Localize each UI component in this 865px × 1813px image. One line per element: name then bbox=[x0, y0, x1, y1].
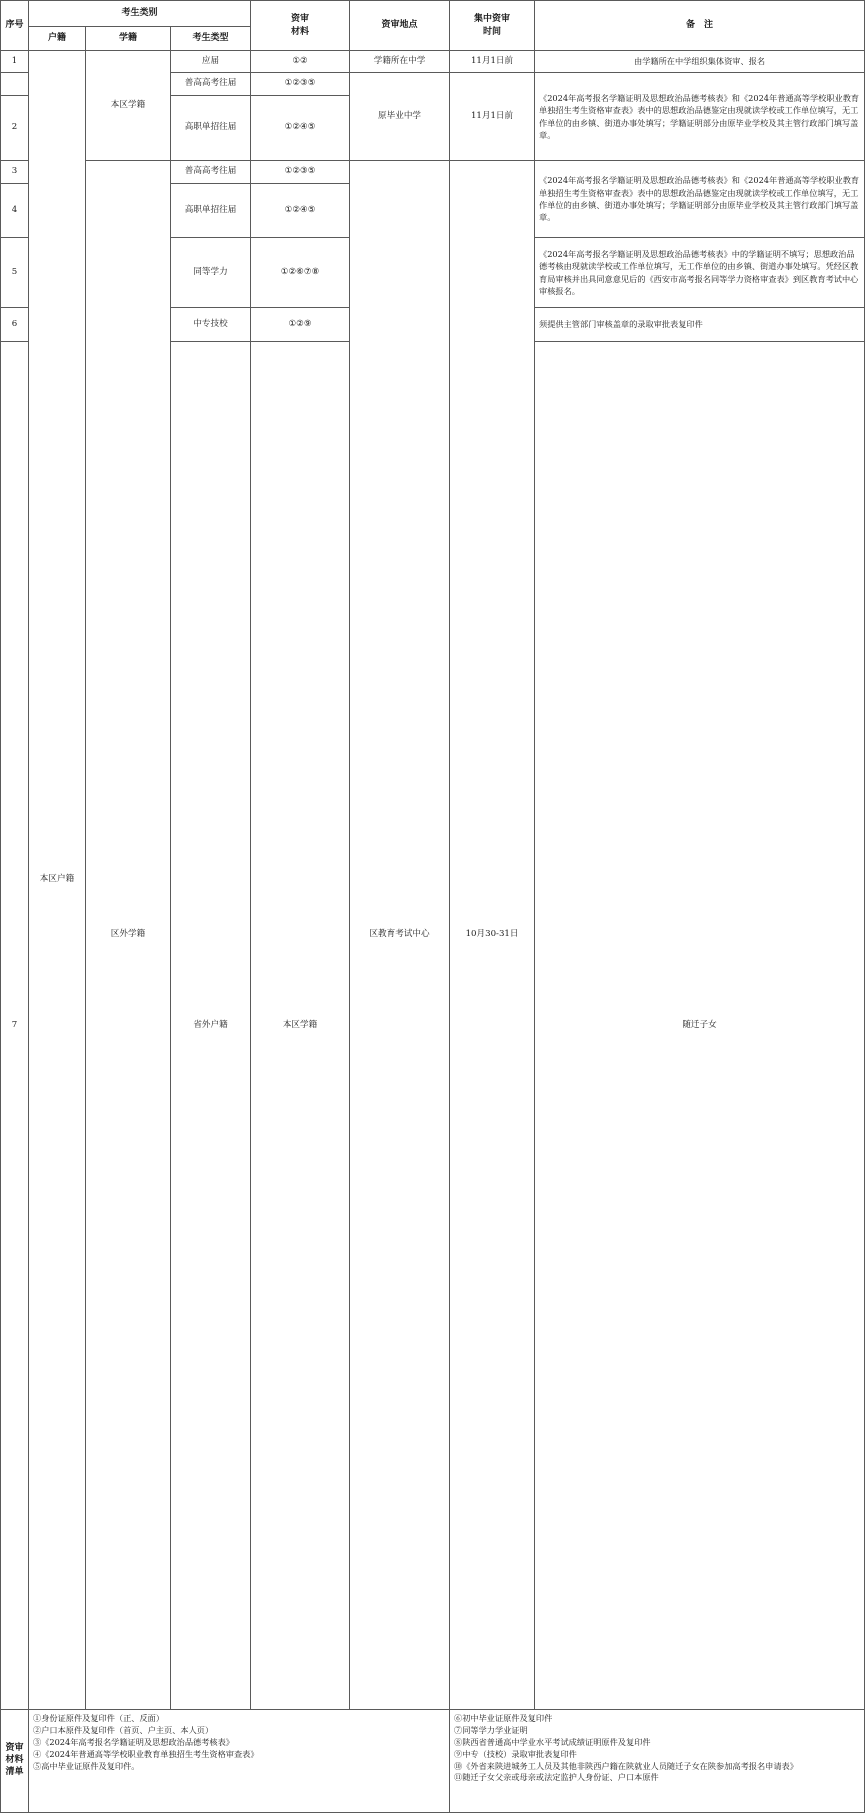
header-materials: 资审 材料 bbox=[251, 1, 350, 51]
materials-cell: ①②③⑤ bbox=[251, 73, 350, 96]
hukou-cell: 本区户籍 bbox=[29, 51, 86, 1710]
materials-cell: ①②③⑤ bbox=[251, 161, 350, 184]
note-cell: 须提供主管部门审核盖章的录取审批表复印件 bbox=[535, 308, 865, 342]
type-cell: 应届 bbox=[171, 51, 251, 73]
type-cell: 高职单招往届 bbox=[171, 184, 251, 238]
header-category: 考生类别 bbox=[29, 1, 251, 27]
xueji-cell: 区外学籍 bbox=[86, 161, 171, 1710]
material-item: ③《2024年高考报名学籍证明及思想政治品德考核表》 bbox=[33, 1736, 234, 1747]
material-item: ⑪随迁子女父亲或母亲或法定监护人身份证、户口本原件 bbox=[454, 1772, 659, 1783]
row-seq: 4 bbox=[1, 184, 29, 238]
header-xueji: 学籍 bbox=[86, 27, 171, 51]
material-item: ④《2024年普通高等学校职业教育单独招生考生资格审查表》 bbox=[33, 1748, 259, 1759]
material-item: ⑧陕西省普通高中学业水平考试成绩证明原件及复印件 bbox=[454, 1736, 651, 1747]
row-seq: 3 bbox=[1, 161, 29, 184]
header-seq: 序号 bbox=[1, 1, 29, 51]
location-cell: 区教育考试中心 bbox=[350, 161, 450, 1710]
materials-list-right bbox=[450, 1709, 865, 1812]
hukou-cell: 省外户籍 bbox=[171, 342, 251, 1710]
note-cell: 《2024年高考报名学籍证明及思想政治品德考核表》中的学籍证明不填写；思想政治品德考核由现就读学校或工作单位填写，无工作单位的由乡镇、街道办事处填写。凭经区教育局审核并出具同意意见后的《西安市高考报名同等学力资格审查表》到区教育考试中心审核报名。 bbox=[535, 238, 865, 308]
location-cell: 学籍所在中学 bbox=[350, 51, 450, 73]
xueji-cell: 本区学籍 bbox=[86, 51, 171, 161]
row-seq-empty bbox=[1, 73, 29, 96]
material-item: ⑤高中毕业证原件及复印件。 bbox=[33, 1760, 140, 1771]
header-note: 备 注 bbox=[535, 1, 865, 51]
materials-cell: ①②④⑤ bbox=[251, 184, 350, 238]
material-item: ①身份证原件及复印件（正、反面） bbox=[33, 1712, 165, 1723]
note-cell: 《2024年高考报名学籍证明及思想政治品德考核表》和《2024年普通高等学校职业教育单独招生考生资格审查表》表中的思想政治品德鉴定由现就读学校或工作单位填写，无工作单位的由乡镇、街道办事处填写；学籍证明部分由原毕业学校及其主管行政部门填写盖章。 bbox=[535, 161, 865, 238]
header-row-1 bbox=[1, 1, 865, 27]
header-type: 考生类型 bbox=[171, 27, 251, 51]
time-cell: 10月30-31日 bbox=[450, 161, 535, 1710]
note-cell: 《2024年高考报名学籍证明及思想政治品德考核表》和《2024年普通高等学校职业教育单独招生考生资格审查表》表中的思想政治品德鉴定由现就读学校或工作单位填写，无工作单位的由乡镇、街道办事处填写；学籍证明部分由原毕业学校及其主管行政部门填写盖章。 bbox=[535, 73, 865, 161]
table-row bbox=[1, 161, 865, 184]
header-location: 资审地点 bbox=[350, 1, 450, 51]
note-cell: 由学籍所在中学组织集体资审、报名 bbox=[535, 51, 865, 73]
row-seq: 7 bbox=[1, 342, 29, 1710]
materials-list-left bbox=[29, 1709, 450, 1812]
type-cell: 普高高考往届 bbox=[171, 73, 251, 96]
type-cell: 高职单招往届 bbox=[171, 96, 251, 161]
material-item: ⑨中专（技校）录取审批表复印件 bbox=[454, 1748, 577, 1759]
table-row bbox=[1, 51, 865, 73]
time-cell: 11月1日前 bbox=[450, 51, 535, 73]
materials-cell: ①②⑥⑦⑧ bbox=[251, 238, 350, 308]
type-cell: 随迁子女 bbox=[535, 342, 865, 1710]
header-hukou: 户籍 bbox=[29, 27, 86, 51]
xueji-cell: 本区学籍 bbox=[251, 342, 350, 1710]
materials-list-label: 资审材料清单 bbox=[1, 1709, 29, 1812]
row-seq: 2 bbox=[1, 96, 29, 161]
type-cell: 中专技校 bbox=[171, 308, 251, 342]
material-item: ②户口本原件及复印件（首页、户主页、本人页） bbox=[33, 1724, 214, 1735]
type-cell: 普高高考往届 bbox=[171, 161, 251, 184]
type-cell: 同等学力 bbox=[171, 238, 251, 308]
row-seq: 6 bbox=[1, 308, 29, 342]
materials-list-row bbox=[1, 1709, 865, 1812]
material-item: ⑩《外省来陕进城务工人员及其他非陕西户籍在陕就业人员随迁子女在陕参加高考报名申请表》 bbox=[454, 1760, 798, 1771]
row-seq: 5 bbox=[1, 238, 29, 308]
material-item: ⑦同等学力学业证明 bbox=[454, 1724, 528, 1735]
materials-cell: ①②④⑤ bbox=[251, 96, 350, 161]
location-cell: 原毕业中学 bbox=[350, 73, 450, 161]
time-cell: 11月1日前 bbox=[450, 73, 535, 161]
materials-cell: ①②⑨ bbox=[251, 308, 350, 342]
materials-cell: ①② bbox=[251, 51, 350, 73]
row-seq: 1 bbox=[1, 51, 29, 73]
material-item: ⑥初中毕业证原件及复印件 bbox=[454, 1712, 553, 1723]
header-time: 集中资审 时间 bbox=[450, 1, 535, 51]
